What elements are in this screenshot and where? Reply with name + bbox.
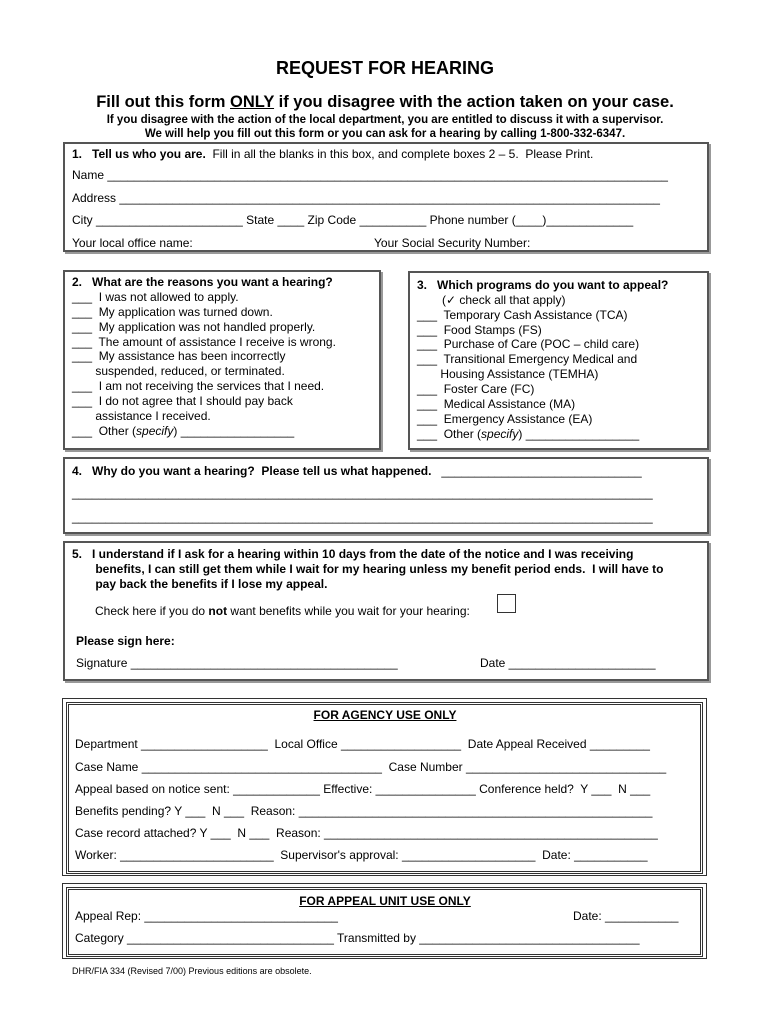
section-4-line-2[interactable]: _______________________________________________________________________________________ <box>72 486 653 500</box>
section-4-blank[interactable]: ______________________________ <box>431 464 642 478</box>
agency-benefits-row[interactable]: Benefits pending? Y ___ N ___ Reason: _____________________________________________________ <box>75 804 653 818</box>
agency-case-row[interactable]: Case Name ____________________________________ Case Number ______________________________ <box>75 760 667 774</box>
reason-pay-back[interactable]: ___ I do not agree that I should pay back <box>72 394 293 408</box>
agency-notice-row[interactable]: Appeal based on notice sent: _____________ Effective: _______________ Conference held? Y ___ N ___ <box>75 782 651 796</box>
reason-not-handled[interactable]: ___ My application was not handled properly. <box>72 320 316 334</box>
reason-turned-down[interactable]: ___ My application was turned down. <box>72 305 273 319</box>
section-5-line-1: 5. I understand if I ask for a hearing within 10 days from the date of the notice and I was receiving <box>72 547 634 561</box>
reason-incorrectly[interactable]: ___ My assistance has been incorrectly <box>72 349 286 363</box>
appeal-heading: FOR APPEAL UNIT USE ONLY <box>299 894 471 908</box>
signature-field[interactable]: Signature ________________________________________ <box>76 656 398 670</box>
agency-department-row[interactable]: Department ___________________ Local Office __________________ Date Appeal Received _________ <box>75 737 650 751</box>
appeal-category-row[interactable]: Category _______________________________ Transmitted by _________________________________ <box>75 931 640 945</box>
program-other[interactable]: ___ Other (specify) _________________ <box>417 427 640 441</box>
no-benefits-checkbox[interactable] <box>497 594 516 613</box>
program-fc[interactable]: ___ Foster Care (FC) <box>417 382 535 396</box>
section-4-heading: 4. Why do you want a hearing? Please tell us what happened. <box>72 464 432 478</box>
agency-worker-row[interactable]: Worker: _______________________ Supervisor's approval: ____________________ Date: ___________ <box>75 848 648 862</box>
intro-line-1: If you disagree with the action of the local department, you are entitled to discuss it with a supervisor. <box>106 114 664 126</box>
program-ma[interactable]: ___ Medical Assistance (MA) <box>417 397 576 411</box>
section-5-line-3: pay back the benefits if I lose my appeal. <box>72 577 328 591</box>
agency-record-row[interactable]: Case record attached? Y ___ N ___ Reason: __________________________________________________ <box>75 826 658 840</box>
name-field[interactable]: Name ____________________________________________________________________________________ <box>72 168 668 182</box>
form-footer: DHR/FIA 334 (Revised 7/00) Previous editions are obsolete. <box>72 966 312 976</box>
reason-incorrectly-cont: suspended, reduced, or terminated. <box>72 364 285 378</box>
local-office-field[interactable]: Your local office name: <box>72 236 193 250</box>
program-temha[interactable]: ___ Transitional Emergency Medical and <box>417 352 638 366</box>
subtitle-emphasis: ONLY <box>230 93 275 111</box>
section-3-check-note: (✓ check all that apply) <box>442 293 566 307</box>
please-sign-label: Please sign here: <box>76 634 175 648</box>
no-benefits-label: Check here if you do not want benefits while you wait for your hearing: <box>95 604 470 618</box>
ssn-field[interactable]: Your Social Security Number: <box>374 236 531 250</box>
program-temha-cont: Housing Assistance (TEMHA) <box>417 367 599 381</box>
page-subtitle: Fill out this form ONLY if you disagree with the action taken on your case. <box>96 93 674 111</box>
appeal-rep-field[interactable]: Appeal Rep: _____________________________ <box>75 909 338 923</box>
intro-line-2: We will help you fill out this form or you can ask for a hearing by calling 1-800-332-6347. <box>144 128 626 140</box>
section-3-heading: 3. Which programs do you want to appeal? <box>417 278 669 292</box>
reason-pay-back-cont: assistance I received. <box>72 409 211 423</box>
section-4-line-3[interactable]: _______________________________________________________________________________________ <box>72 510 653 524</box>
section-1-heading: 1. Tell us who you are. <box>72 147 206 161</box>
section-1-heading-row <box>72 147 593 161</box>
reason-amount-wrong[interactable]: ___ The amount of assistance I receive is wrong. <box>72 335 336 349</box>
program-poc[interactable]: ___ Purchase of Care (POC – child care) <box>417 337 640 351</box>
program-fs[interactable]: ___ Food Stamps (FS) <box>417 323 542 337</box>
address-field[interactable]: Address _________________________________________________________________________________ <box>72 191 660 205</box>
section-2-heading: 2. What are the reasons you want a hearing? <box>72 275 333 289</box>
section-5-line-2: benefits, I can still get them while I wait for my hearing unless my benefit period ends. I will have to <box>72 562 664 576</box>
section-1-instruction: Fill in all the blanks in this box, and complete boxes 2 – 5. Please Print. <box>205 147 594 161</box>
city-state-zip-phone-field[interactable]: City ______________________ State ____ Zip Code __________ Phone number (____)_____________ <box>72 213 634 227</box>
program-ea[interactable]: ___ Emergency Assistance (EA) <box>417 412 593 426</box>
signature-date-field[interactable]: Date ______________________ <box>480 656 656 670</box>
page-title: REQUEST FOR HEARING <box>275 58 494 78</box>
section-4-heading-row <box>72 464 642 478</box>
appeal-date-field[interactable]: Date: ___________ <box>573 909 679 923</box>
reason-services[interactable]: ___ I am not receiving the services that I need. <box>72 379 325 393</box>
reason-other[interactable]: ___ Other (specify) _________________ <box>72 424 295 438</box>
agency-heading: FOR AGENCY USE ONLY <box>313 708 457 722</box>
program-tca[interactable]: ___ Temporary Cash Assistance (TCA) <box>417 308 628 322</box>
reason-not-allowed[interactable]: ___ I was not allowed to apply. <box>72 290 239 304</box>
